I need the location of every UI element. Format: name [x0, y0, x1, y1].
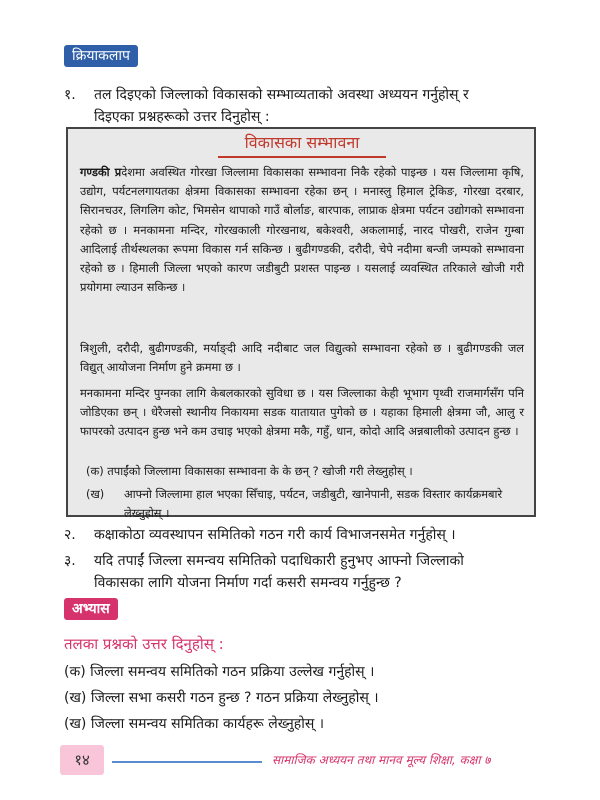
question-1	[64, 84, 469, 128]
practice-item: (ख) जिल्ला सभा कसरी गठन हुन्छ ? गठन प्रक्रिया लेख्नुहोस् ।	[64, 690, 379, 706]
paragraph-transport: मनकामना मन्दिर पुग्नका लागि केबलकारको सुविधा छ । यस जिल्लाका केही भूभाग पृथ्वी राजमार्गसँग पनि जोडिएका छन् । धेरैजसो स्थानीय निकायमा सडक यातायात पुगेको छ । यहाका हिमाली क्षेत्रमा जौ, आलु र फापरको उत्पादन हुन्छ भने कम उचाइ भएको क्षेत्रमा मकै, गहुँ, धान, कोदो आदि अन्नबालीको उत्पादन हुन्छ ।	[80, 386, 524, 439]
sub-question-b-label: (ख)	[86, 487, 105, 501]
question-3-line-2: विकासका लागि योजना निर्माण गर्दा कसरी समन्वय गर्नुहुन्छ ?	[94, 575, 402, 591]
practice-item: (ख) जिल्ला समन्वय समितिका कार्यहरू लेख्नुहोस् ।	[64, 716, 325, 732]
practice-title: तलका प्रश्नको उत्तर दिनुहोस् :	[64, 635, 224, 653]
question-3-number: ३.	[64, 553, 76, 569]
paragraph-lead: गण्डकी प्र	[80, 165, 122, 179]
practice-item: (क) जिल्ला समन्वय समितिको गठन प्रक्रिया उल्लेख गर्नुहोस् ।	[64, 664, 375, 680]
sub-question-b-text: आफ्नो जिल्लामा हाल भएका सिँचाइ, पर्यटन, जडीबुटी, खानेपानी, सडक विस्तार कार्यक्रमबारे लेख्नुहोस् ।	[124, 487, 503, 520]
development-potential-box	[66, 127, 536, 520]
footer-book-title: सामाजिक अध्ययन तथा मानव मूल्य शिक्षा, कक्षा ७	[272, 753, 491, 767]
question-1-line-2: दिइएका प्रश्नहरूको उत्तर दिनुहोस् :	[94, 109, 270, 125]
footer-divider	[112, 761, 262, 763]
question-2-number: २.	[64, 527, 76, 543]
page-number: १४	[60, 745, 104, 775]
paragraph-body: देशमा अवस्थित गोरखा जिल्लामा विकासका सम्भावना निकै रहेको पाइन्छ । यस जिल्लामा कृषि, उद्योग, पर्यटनलगायतका क्षेत्रमा विकासका सम्भावना रहेका छन् । मनास्लु हिमाल ट्रेकिङ, गोरखा दरबार, सिरानचउर, लिगलिग कोट, भिमसेन थापाको गाउँ बोर्लाङ, बारपाक, लाप्राक क्षेत्रमा पर्यटन उद्योगको सम्भावना रहेको छ । मनकामना मन्दिर, गोरखकाली गोरखनाथ, बकेश्वरी, अकलामाई, नारद पोखरी, राजेन गुम्बा आदिलाई तीर्थस्थलका रूपमा विकास गर्न सकिन्छ । बुढीगण्डकी, दरौदी, चेपे नदीमा बन्जी जम्पको सम्भावना रहेको छ । हिमाली जिल्ला भएको कारण जडीबुटी प्रशस्त पाइन्छ । यसलाई व्यवस्थित तरिकाले खोजी गरी प्रयोगमा ल्याउन सकिन्छ ।	[80, 165, 524, 295]
activity-heading: क्रियाकलाप	[64, 45, 138, 67]
sub-question-a: (क) तपाईंको जिल्लामा विकासका सम्भावना के के छन् ? खोजी गरी लेख्नुहोस् ।	[86, 464, 413, 478]
box-title: विकासका सम्भावना	[218, 131, 386, 158]
paragraph-hydropower: त्रिशुली, दरौदी, बुढीगण्डकी, मर्याङ्दी आदि नदीबाट जल विद्युत्को सम्भावना रहेको छ । बुढीगण्डकी जल विद्युत् आयोजना निर्माण हुने क्रममा छ ।	[80, 341, 524, 375]
practice-heading: अभ्यास	[64, 598, 118, 620]
question-3	[64, 550, 464, 594]
question-2	[64, 524, 456, 546]
question-2-text: कक्षाकोठा व्यवस्थापन समितिको गठन गरी कार्य विभाजनसमेत गर्नुहोस् ।	[94, 527, 456, 543]
question-1-number: १.	[64, 87, 76, 103]
question-1-line-1: तल दिइएको जिल्लाको विकासको सम्भाव्यताको अवस्था अध्ययन गर्नुहोस् र	[94, 87, 469, 103]
paragraph-gorkha	[80, 163, 524, 297]
question-3-line-1: यदि तपाईं जिल्ला समन्वय समितिको पदाधिकारी हुनुभए आफ्नो जिल्लाको	[94, 553, 464, 569]
sub-question-b	[86, 485, 526, 523]
